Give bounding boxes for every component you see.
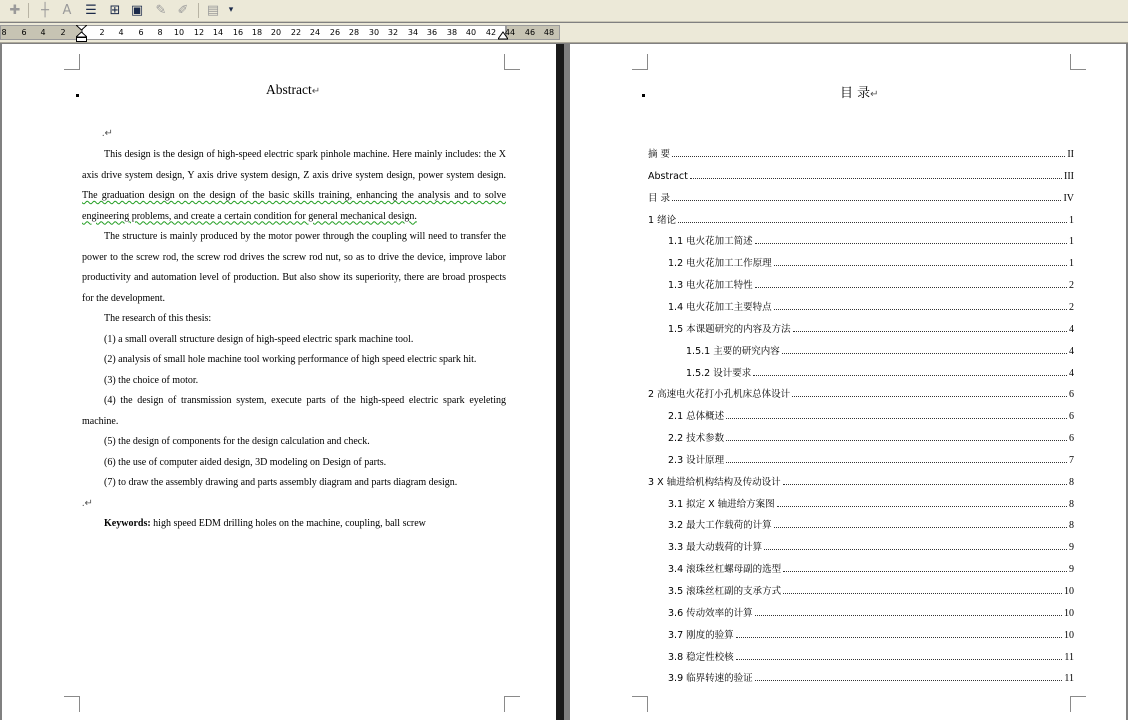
- toc-entry-page: 6: [1069, 411, 1074, 423]
- keywords-text: high speed EDM drilling holes on the machine, coupling, ball screw: [153, 518, 426, 529]
- toc-leader-dots: [678, 222, 1067, 223]
- toc-entry[interactable]: [648, 168, 1074, 182]
- toc-entry-label: 1.5.1 主要的研究内容: [686, 345, 780, 357]
- toc-leader-dots: [736, 659, 1063, 660]
- toc-entry-page: 4: [1069, 345, 1074, 357]
- toc-leader-dots: [755, 287, 1067, 288]
- paragraph-mark: .↵: [82, 497, 93, 509]
- ruler-number: 16: [232, 28, 244, 37]
- document-workspace: [0, 44, 1128, 720]
- crop-mark: [632, 696, 648, 712]
- toc-entry-label: 1.1 电火花加工简述: [668, 236, 753, 248]
- toc-entry-page: 8: [1069, 520, 1074, 532]
- toc-entry[interactable]: [668, 496, 1074, 510]
- toc-entry-page: 7: [1069, 454, 1074, 466]
- toc-entry-label: 2.1 总体概述: [668, 411, 725, 423]
- toc-entry-page: 8: [1069, 498, 1074, 510]
- crop-mark: [1070, 54, 1086, 70]
- toc-title: [840, 82, 879, 101]
- toc-entry-label: 1 绪论: [648, 214, 677, 226]
- toc-entry[interactable]: [668, 299, 1074, 313]
- crop-mark: [504, 54, 520, 70]
- draw-table-icon[interactable]: ┼: [41, 3, 49, 18]
- ruler-number: 22: [290, 28, 302, 37]
- toc-entry-page: 4: [1069, 367, 1074, 379]
- toc-entry[interactable]: [668, 605, 1074, 619]
- paragraph-mark: ↵: [870, 89, 879, 100]
- ruler-number: 30: [368, 28, 380, 37]
- toc-entry-label: 目 录: [648, 192, 671, 204]
- toc-entry-page: 4: [1069, 323, 1074, 335]
- toc-entry-page: 1: [1069, 236, 1074, 248]
- toc-entry[interactable]: [668, 277, 1074, 291]
- toc-entry-label: 3.1 拟定 X 轴进给方案图: [668, 498, 775, 510]
- ruler-number: 34: [407, 28, 419, 37]
- toc-entry-page: 11: [1064, 673, 1074, 685]
- toc-entry[interactable]: [668, 649, 1074, 663]
- toc-leader-dots: [726, 462, 1067, 463]
- ruler-number: 4: [118, 28, 124, 37]
- toc-leader-dots: [774, 265, 1067, 266]
- toolbar-overflow-icon[interactable]: ▾: [228, 5, 234, 15]
- paragraph-mark: .↵: [102, 128, 113, 139]
- right-indent-marker-icon[interactable]: [498, 29, 508, 41]
- abstract-paragraph: This design is the design of high-speed electric spark pinhole machine. Here mainly includes: the X axis drive system design, Y axis drive system design, Z axis drive system design, power system design. The graduation design on the design of the basic skills training, enhancing the analysis and to solve engineering problems, and create a certain condition for general mechanical design.: [82, 149, 506, 222]
- toc-entry-label: 1.4 电火花加工主要特点: [668, 301, 772, 313]
- ruler-number: 24: [309, 28, 321, 37]
- font-size-icon[interactable]: A: [62, 3, 72, 18]
- toc-entry-page: 2: [1069, 280, 1074, 292]
- abstract-paragraph: (2) analysis of small hole machine tool working performance of high speed electric spark hit.: [104, 354, 477, 365]
- toc-leader-dots: [726, 440, 1067, 441]
- toc-entry-label: 1.5.2 设计要求: [686, 367, 752, 379]
- page-title: [266, 82, 320, 98]
- toc-entry-page: II: [1067, 149, 1074, 160]
- line-style-icon[interactable]: ☰: [85, 3, 97, 18]
- toc-entry-page: 10: [1064, 586, 1074, 597]
- abstract-paragraph: (5) the design of components for the design calculation and check.: [104, 436, 370, 447]
- toc-leader-dots: [755, 243, 1067, 244]
- toc-entry-page: 9: [1069, 564, 1074, 576]
- toc-entry-label: 2.2 技术参数: [668, 433, 725, 445]
- ruler-number: 46: [524, 28, 536, 37]
- keywords-paragraph: [82, 514, 506, 535]
- ruler-number: 44: [504, 28, 516, 37]
- ruler-number: 32: [387, 28, 399, 37]
- abstract-paragraph: (6) the use of computer aided design, 3D modeling on Design of parts.: [104, 456, 387, 468]
- toc-entry[interactable]: [668, 233, 1074, 247]
- format-icon[interactable]: ▤: [206, 3, 220, 18]
- toc-leader-dots: [783, 484, 1067, 485]
- page-title-text: Abstract: [266, 82, 312, 97]
- toc-entry[interactable]: [686, 365, 1074, 379]
- page-abstract[interactable]: [2, 44, 556, 720]
- abstract-paragraph: The structure is mainly produced by the motor power through the coupling will need to transfer the power to the screw rod, the screw rod drives the screw rod nut, so as to drive the device, improve labor productivity and automation level of production. But also show its superiority, there are broad prospects for the development.: [82, 231, 506, 304]
- toc-leader-dots: [793, 331, 1067, 332]
- toc-entry[interactable]: [668, 430, 1074, 444]
- toc-entry-label: 2.3 设计原理: [668, 454, 725, 466]
- toc-entry-page: 1: [1069, 214, 1074, 226]
- grammar-squiggle: The graduation design on the design of the basic skills training, enhancing the analysis and to solve engineering problems, and create a certain condition for general mechanical design.: [82, 190, 506, 222]
- toc-leader-dots: [774, 527, 1067, 528]
- ruler-number: 6: [138, 28, 144, 37]
- toc-entry-label: 1.5 本课题研究的内容及方法: [668, 323, 791, 335]
- toc-entry[interactable]: [668, 255, 1074, 269]
- ruler-number: 4: [40, 28, 46, 37]
- ruler-number: 42: [485, 28, 497, 37]
- toc-entry[interactable]: [668, 539, 1074, 553]
- toc-entry-label: 3.6 传动效率的计算: [668, 607, 753, 619]
- ruler-number: 14: [212, 28, 224, 37]
- pen-icon[interactable]: ✐: [177, 3, 189, 18]
- toc-entry[interactable]: [668, 561, 1074, 575]
- paragraph-mark: ↵: [311, 86, 321, 97]
- ruler-number: 48: [543, 28, 555, 37]
- toc-entry-label: 1.2 电火花加工工作原理: [668, 258, 772, 270]
- toc-entry-label: 3.7 刚度的验算: [668, 629, 734, 641]
- crop-mark: [64, 54, 80, 70]
- ruler-number: 8: [157, 28, 163, 37]
- toc-entry-page: 1: [1069, 258, 1074, 270]
- toc-leader-dots: [672, 156, 1065, 157]
- toc-entry[interactable]: [648, 212, 1074, 226]
- ruler-number: 12: [193, 28, 205, 37]
- toc-entry-label: 3.2 最大工作载荷的计算: [668, 520, 772, 532]
- toc-entry-page: III: [1064, 170, 1074, 182]
- toc-leader-dots: [777, 506, 1067, 507]
- toc-entry-label: Abstract: [648, 170, 688, 182]
- crop-mark: [504, 696, 520, 712]
- formatting-toolbar: [0, 0, 1128, 22]
- toc-leader-dots: [792, 396, 1067, 397]
- toc-leader-dots: [755, 680, 1063, 681]
- ruler-number: 40: [465, 28, 477, 37]
- toc-entry[interactable]: [648, 190, 1074, 204]
- toc-leader-dots: [726, 418, 1067, 419]
- toc-leader-dots: [764, 549, 1067, 550]
- anchor-dot: [642, 94, 645, 97]
- crop-mark: [1070, 696, 1086, 712]
- abstract-paragraph: (1) a small overall structure design of high-speed electric spark machine tool.: [104, 333, 414, 345]
- toc-entry-page: 6: [1069, 389, 1074, 401]
- ruler-number: 20: [270, 28, 282, 37]
- toc-entry[interactable]: [686, 343, 1074, 357]
- toc-entry[interactable]: [668, 452, 1074, 466]
- toc-leader-dots: [782, 353, 1067, 354]
- insert-picture-icon[interactable]: ▣: [130, 3, 144, 18]
- toc-entry-label: 摘 要: [648, 149, 671, 160]
- toc-entry[interactable]: [668, 627, 1074, 641]
- abstract-paragraph: (3) the choice of motor.: [104, 374, 199, 386]
- eraser-icon[interactable]: ✎: [155, 3, 167, 18]
- abstract-paragraph: (4) the design of transmission system, execute parts of the high-speed electric spark eyeleting machine.: [82, 395, 506, 427]
- ruler-number: 10: [173, 28, 185, 37]
- toc-entry[interactable]: [668, 321, 1074, 335]
- toc-entry[interactable]: [668, 517, 1074, 531]
- toc-entry-page: 10: [1064, 629, 1074, 641]
- toc-leader-dots: [783, 593, 1062, 594]
- anchor-dot: [76, 94, 79, 97]
- toc-entry[interactable]: [668, 408, 1074, 422]
- abstract-body[interactable]: [82, 145, 506, 535]
- crop-mark: [64, 696, 80, 712]
- page-gutter: [556, 44, 564, 720]
- toc-entry-label: 3.8 稳定性校核: [668, 651, 734, 663]
- ruler-number: 26: [329, 28, 341, 37]
- crop-mark: [632, 54, 648, 70]
- toc-entry-label: 1.3 电火花加工特性: [668, 280, 753, 292]
- toc-title-text: 目 录: [840, 86, 871, 101]
- toc-entry-label: 3.4 滚珠丝杠螺母副的选型: [668, 564, 782, 576]
- ruler-number: 38: [446, 28, 458, 37]
- toc-entry-page: 11: [1064, 651, 1074, 663]
- ruler-number: 28: [348, 28, 360, 37]
- toc-entry-page: 8: [1069, 476, 1074, 488]
- toc-leader-dots: [690, 178, 1062, 179]
- toc-entry-label: 3.3 最大动载荷的计算: [668, 542, 763, 554]
- empty-paragraph: [102, 129, 526, 139]
- toolbar-separator: [28, 3, 29, 18]
- toc-entry-page: IV: [1063, 192, 1074, 204]
- ruler-number: 36: [426, 28, 438, 37]
- ruler-number: 2: [60, 28, 66, 37]
- table-grid-icon[interactable]: ⊞: [109, 3, 121, 18]
- toc-leader-dots: [672, 200, 1061, 201]
- toc-entry[interactable]: [648, 146, 1074, 160]
- ruler-number: 8: [1, 28, 7, 37]
- toc-entry[interactable]: [668, 583, 1074, 597]
- ruler-number: 2: [99, 28, 105, 37]
- toc-entry[interactable]: [648, 474, 1074, 488]
- first-line-indent-marker-icon[interactable]: [76, 25, 87, 42]
- crosshair-icon[interactable]: ✚: [9, 3, 21, 18]
- toc-entry-label: 3.5 滚珠丝杠副的支承方式: [668, 586, 782, 597]
- ruler-number: 18: [251, 28, 263, 37]
- toc-entry-page: 6: [1069, 433, 1074, 445]
- toc-entry-page: 2: [1069, 301, 1074, 313]
- toc-entry-page: 9: [1069, 542, 1074, 554]
- toc-entry-label: 3 X 轴进给机构结构及传动设计: [648, 476, 781, 488]
- toolbar-separator: [198, 3, 199, 18]
- toc-leader-dots: [736, 637, 1062, 638]
- horizontal-ruler[interactable]: [0, 23, 1128, 43]
- ruler-number: 6: [21, 28, 27, 37]
- toc-entry-label: 2 高速电火花打小孔机床总体设计: [648, 389, 791, 401]
- abstract-paragraph: (7) to draw the assembly drawing and parts assembly diagram and parts diagram design.: [104, 477, 458, 488]
- toc-leader-dots: [783, 571, 1067, 572]
- abstract-paragraph: The research of this thesis:: [104, 313, 212, 324]
- toc-entry-page: 10: [1064, 607, 1074, 619]
- toc-leader-dots: [755, 615, 1062, 616]
- toc-entry[interactable]: [648, 386, 1074, 400]
- toc-entry-label: 3.9 临界转速的验证: [668, 673, 753, 685]
- toc-leader-dots: [774, 309, 1067, 310]
- keywords-label: Keywords:: [104, 518, 151, 529]
- toc-leader-dots: [753, 375, 1067, 376]
- empty-paragraph: [82, 494, 506, 515]
- toc-entry[interactable]: [668, 670, 1074, 684]
